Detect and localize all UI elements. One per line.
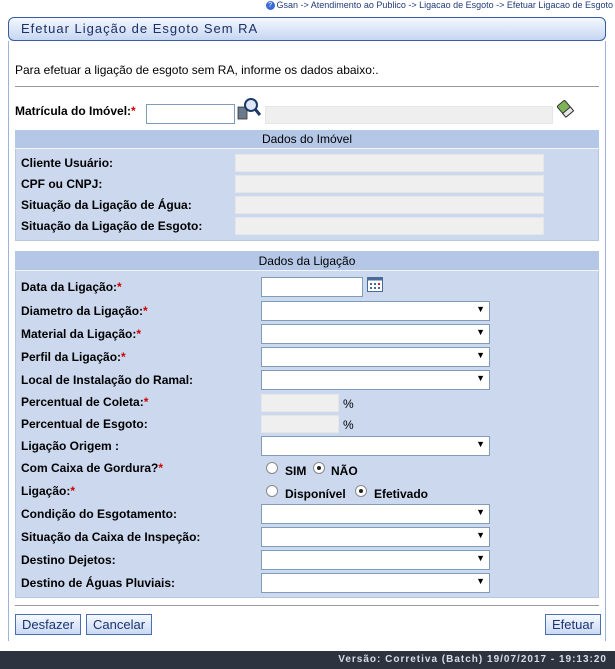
perfil-label: Perfil da Ligação:* <box>21 350 126 364</box>
calendar-icon[interactable] <box>367 277 383 292</box>
situacao-agua-label: Situação da Ligação de Água: <box>21 198 192 212</box>
efetuar-button[interactable]: Efetuar <box>545 614 601 635</box>
caixa-gordura-sim-label: SIM <box>285 464 307 478</box>
data-ligacao-input[interactable] <box>261 277 363 297</box>
cancelar-button[interactable]: Cancelar <box>86 614 152 635</box>
cliente-usuario-value <box>235 154 544 172</box>
situacao-caixa-select[interactable] <box>261 527 490 547</box>
chevron-down-icon: ▼ <box>476 350 485 360</box>
matricula-label: Matrícula do Imóvel:* <box>15 104 136 118</box>
situacao-caixa-label: Situação da Caixa de Inspeção: <box>21 530 201 544</box>
diametro-label: Diametro da Ligação:* <box>21 304 148 318</box>
percentual-esgoto-label: Percentual de Esgoto: <box>21 417 148 431</box>
material-label: Material da Ligação:* <box>21 327 142 341</box>
chevron-down-icon: ▼ <box>476 373 485 383</box>
diametro-select[interactable] <box>261 301 490 321</box>
situacao-esgoto-value <box>235 217 544 235</box>
breadcrumb-text: Gsan -> Atendimento ao Publico -> Ligacao de Esgoto -> Efetuar Ligacao de Esgoto <box>276 0 613 10</box>
percentual-esgoto-unit: % <box>343 418 354 432</box>
situacao-agua-value <box>235 196 544 214</box>
dados-imovel-title: Dados do Imóvel <box>15 130 599 149</box>
situacao-esgoto-label: Situação da Ligação de Esgoto: <box>21 219 203 233</box>
percentual-coleta-value <box>261 394 339 412</box>
local-instalacao-select[interactable] <box>261 370 490 390</box>
chevron-down-icon: ▼ <box>476 304 485 314</box>
ligacao-label: Ligação:* <box>21 484 76 498</box>
destino-dejetos-label: Destino Dejetos: <box>21 553 116 567</box>
page-title: Efetuar Ligação de Esgoto Sem RA <box>8 17 606 41</box>
caixa-gordura-sim-radio[interactable] <box>266 462 278 474</box>
ligacao-efetivado-radio[interactable] <box>355 485 367 497</box>
ligacao-disponivel-label: Disponível <box>285 487 346 501</box>
intro-text: Para efetuar a ligação de esgoto sem RA, informe os dados abaixo:. <box>15 63 379 77</box>
chevron-down-icon: ▼ <box>476 439 485 449</box>
ligacao-origem-label: Ligação Origem : <box>21 439 120 453</box>
ligacao-origem-select[interactable] <box>261 436 490 456</box>
destino-dejetos-select[interactable] <box>261 550 490 570</box>
cliente-usuario-label: Cliente Usuário: <box>21 156 114 170</box>
cpf-cnpj-value <box>235 175 544 193</box>
divider <box>15 86 599 87</box>
dados-ligacao-title: Dados da Ligação <box>15 252 599 271</box>
help-icon[interactable]: ? <box>266 1 275 10</box>
desfazer-button[interactable]: Desfazer <box>15 614 81 635</box>
percentual-esgoto-value <box>261 415 339 433</box>
caixa-gordura-nao-radio[interactable] <box>313 462 325 474</box>
chevron-down-icon: ▼ <box>476 327 485 337</box>
percentual-coleta-unit: % <box>343 397 354 411</box>
condicao-esgotamento-label: Condição do Esgotamento: <box>21 507 177 521</box>
divider-bottom <box>15 605 599 606</box>
material-select[interactable] <box>261 324 490 344</box>
version-footer: Versão: Corretiva (Batch) 19/07/2017 - 19:13:20 <box>0 651 615 669</box>
data-ligacao-label: Data da Ligação:* <box>21 280 122 294</box>
ligacao-efetivado-label: Efetivado <box>374 487 429 501</box>
eraser-icon[interactable] <box>556 98 576 118</box>
local-instalacao-label: Local de Instalação do Ramal: <box>21 373 194 387</box>
chevron-down-icon: ▼ <box>476 553 485 563</box>
magnifier-icon[interactable] <box>237 97 261 121</box>
chevron-down-icon: ▼ <box>476 576 485 586</box>
ligacao-disponivel-radio[interactable] <box>266 485 278 497</box>
destino-pluviais-select[interactable] <box>261 573 490 593</box>
caixa-gordura-label: Com Caixa de Gordura?* <box>21 461 164 475</box>
perfil-select[interactable] <box>261 347 490 367</box>
breadcrumb <box>0 0 615 11</box>
cpf-cnpj-label: CPF ou CNPJ: <box>21 177 103 191</box>
matricula-description <box>265 106 553 124</box>
destino-pluviais-label: Destino de Águas Pluviais: <box>21 576 176 590</box>
chevron-down-icon: ▼ <box>476 507 485 517</box>
matricula-input[interactable] <box>146 104 235 124</box>
caixa-gordura-nao-label: NÃO <box>331 464 358 478</box>
chevron-down-icon: ▼ <box>476 530 485 540</box>
percentual-coleta-label: Percentual de Coleta:* <box>21 395 149 409</box>
condicao-esgotamento-select[interactable] <box>261 504 490 524</box>
